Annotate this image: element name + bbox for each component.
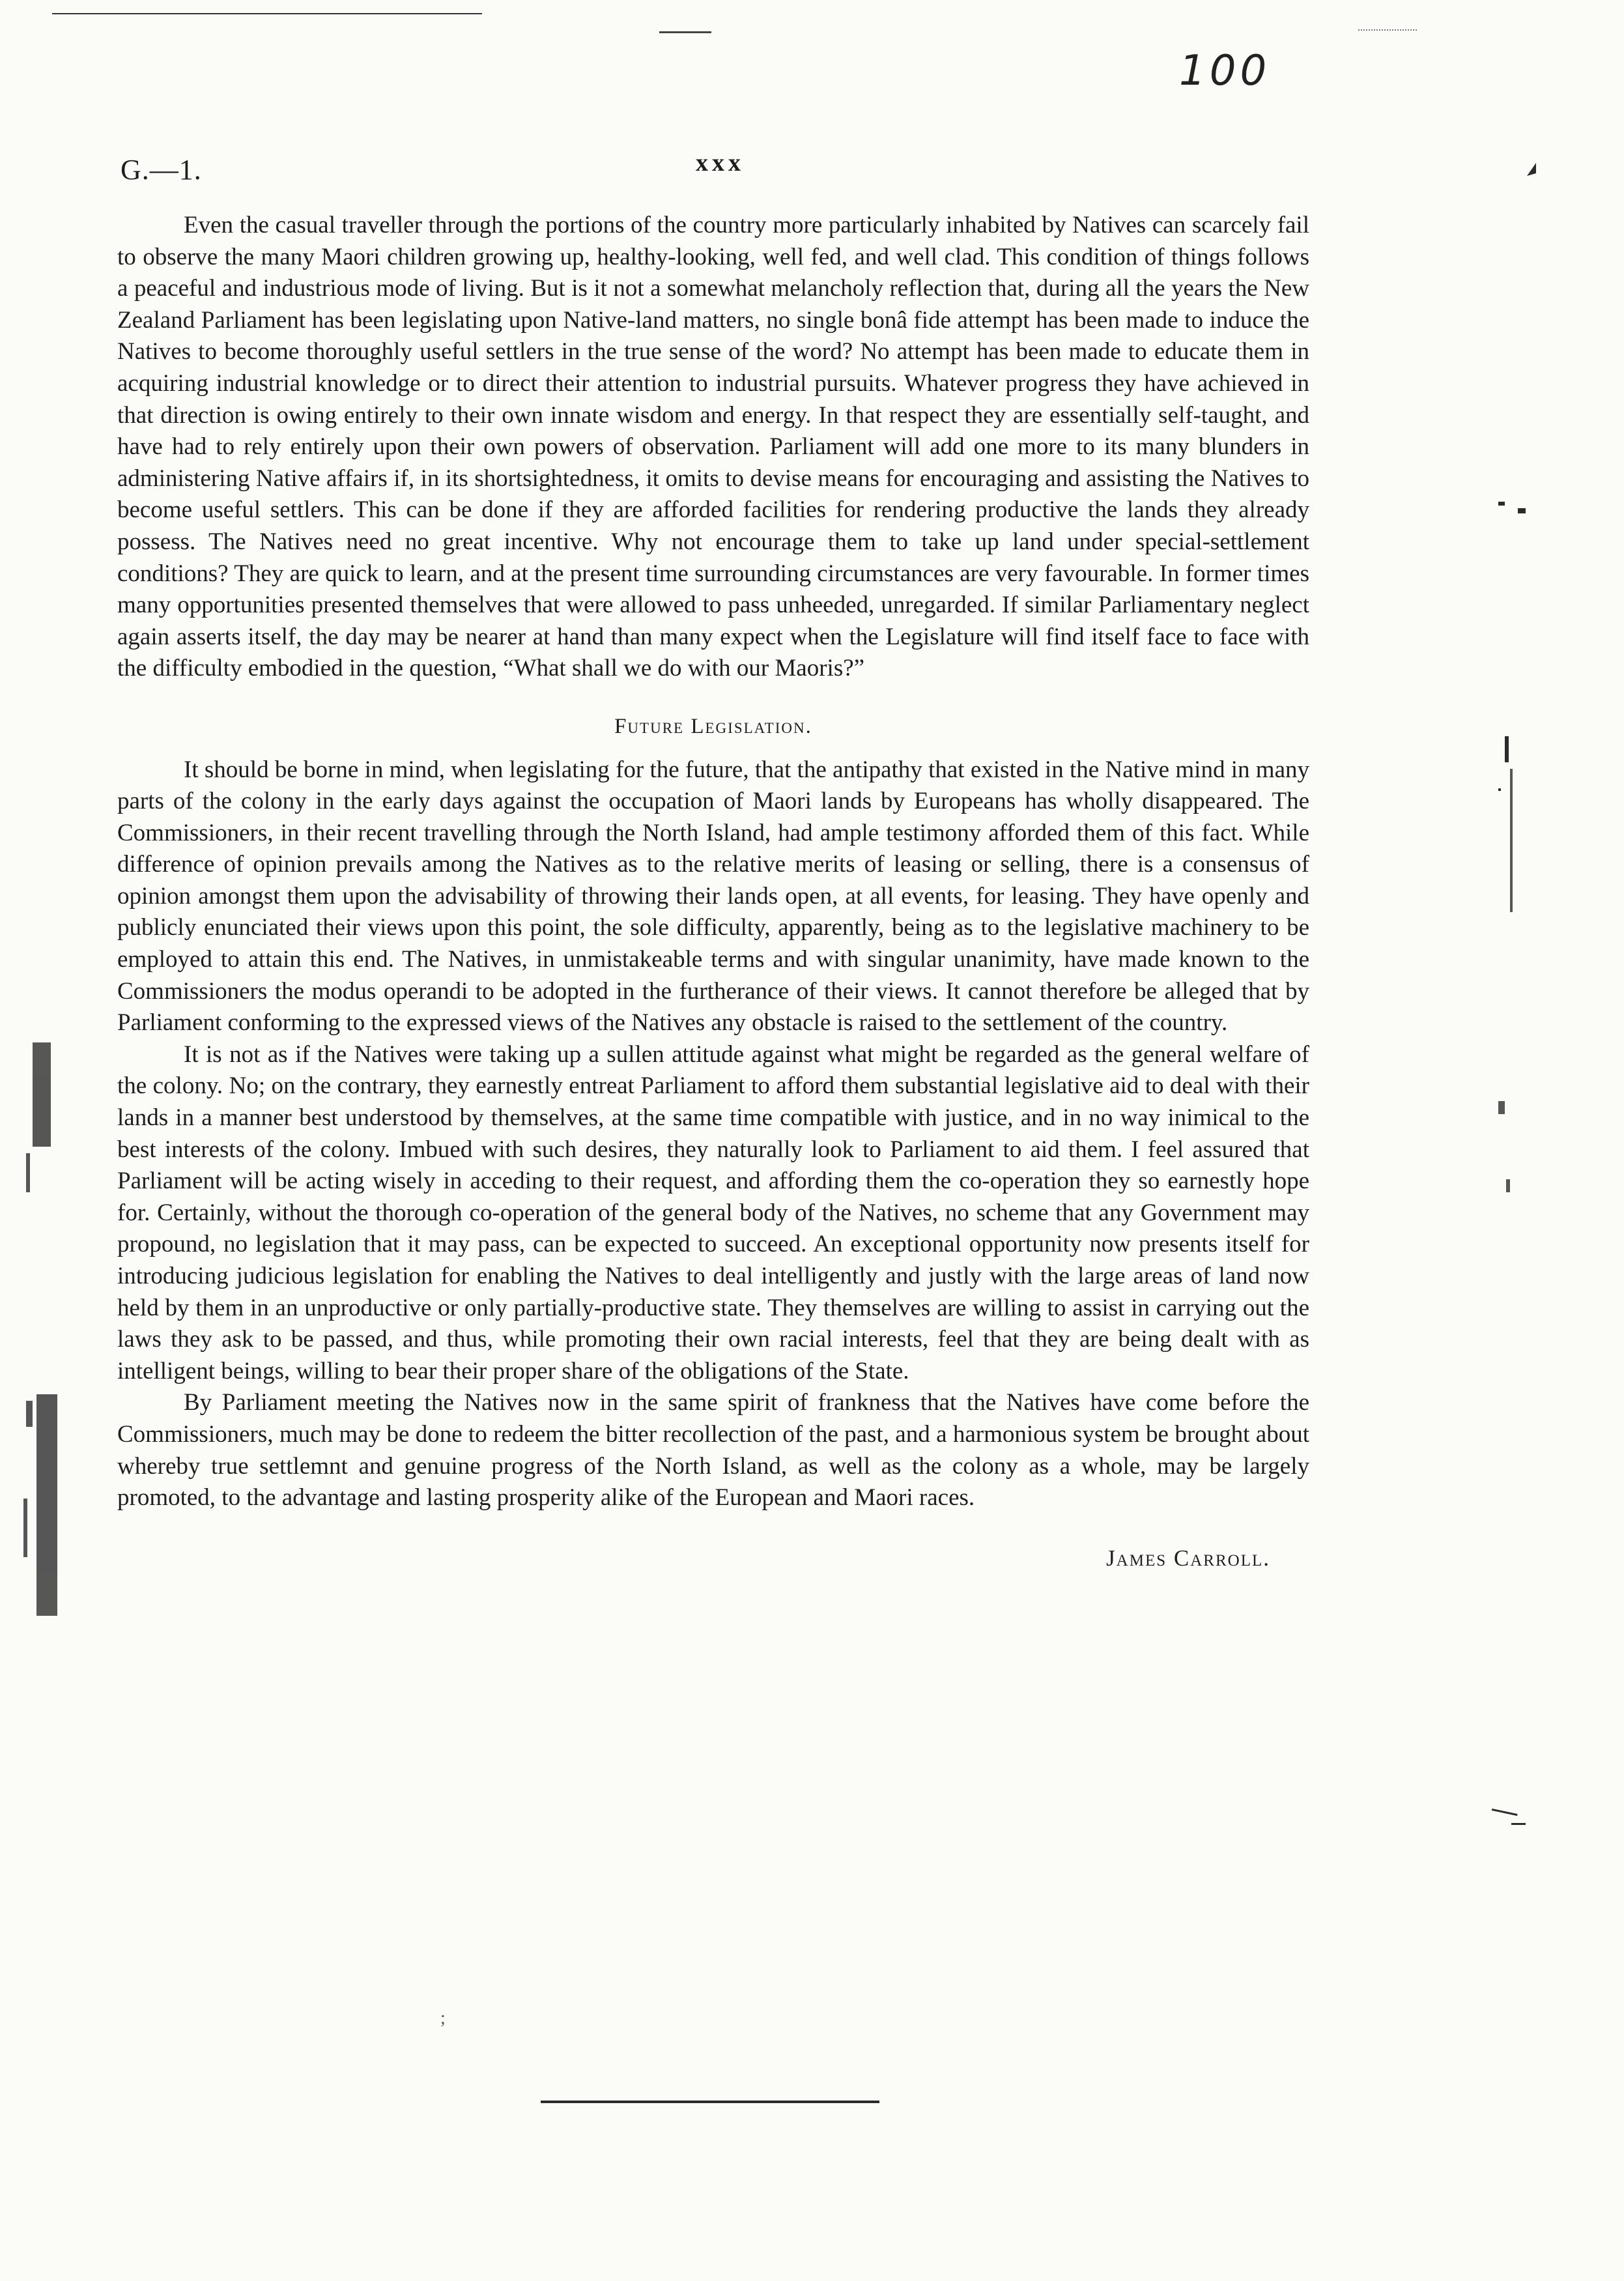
body-paragraph: By Parliament meeting the Natives now in the same spirit of frankness that the Natives have come before the Commissioners, much may be done to redeem the bitter recollection of the past, and a harmonious system be brought about whereby true settlemnt and genuine progress of the North Island, as well as the colony as a whole, may be largely promoted, to the advantage and lasting prosperity alike of the European and Maori races. <box>117 1389 1309 1512</box>
body-paragraph: It should be borne in mind, when legislating for the future, that the antipathy that existed in the Native mind in many parts of the colony in the early days against the occupation of Maori lands by Europeans has wholly disappeared. The Commissioners, in their recent travelling through the North Island, had ample testimony afforded them of this fact. While difference of opinion prevails among the Natives as to the relative merits of leasing or selling, there is a consensus of opinion amongst them upon the advisability of throwing their lands open, at all events, for leasing. They have openly and publicly enunciated their views upon this point, the sole difficulty, apparently, being as to the legislative machinery to be employed to attain this end. The Natives, in unmistakeable terms and with singular unanimity, have made known to the Commissioners the modus operandi to be adopted in the furtherance of their views. It cannot therefore be alleged that by Parliament conforming to the expressed views of the Natives any obstacle is raised to the settlement of the country. <box>117 756 1309 1037</box>
section-heading: Future Legislation. <box>614 714 812 738</box>
reference-code: G.—1. <box>121 154 202 186</box>
signature: James Carroll. <box>1106 1545 1270 1571</box>
scan-speck: ; <box>440 2008 446 2028</box>
intro-paragraph: Even the casual traveller through the portions of the country more particularly inhabited by Natives can scarcely fail to observe the many Maori children growing up, healthy-looking, well fed, and well clad. This condition of things follows a peaceful and industrious mode of living. But is it not a somewhat melancholy reflection that, during all the years the New Zealand Parliament has been legislating upon Native-land matters, no single bonâ fide attempt has been made to induce the Natives to become thoroughly useful settlers in the true sense of the word? No attempt has been made to educate them in acquiring industrial knowledge or to direct their attention to industrial pursuits. Whatever progress they have achieved in that direction is owing entirely to their own innate wisdom and energy. In that respect they are essentially self-taught, and have had to rely entirely upon their own powers of observation. Parliament will add one more to its many blunders in administering Native affairs if, in its shortsightedness, it omits to devise means for encouraging and assisting the Natives to become useful settlers. This can be done if they are afforded facilities for rendering productive the lands they already possess. The Natives need no great incentive. Why not encourage them to take up land under special-settlement conditions? They are quick to learn, and at the present time surrounding circumstances are very favourable. In former times many opportunities presented themselves that were allowed to pass unheeded, unregarded. If similar Parliamentary neglect again asserts itself, the day may be nearer at hand than many expect when the Legislature will find itself face to face with the difficulty embodied in the question, “What shall we do with our Maoris?” <box>117 212 1309 682</box>
page-number: 100 <box>1179 47 1271 95</box>
page-label: xxx <box>696 149 745 177</box>
body-paragraph: It is not as if the Natives were taking up a sullen attitude against what might be regarded as the general welfare of the colony. No; on the contrary, they earnestly entreat Parliament to afford them substantial legislative aid to deal with their lands in a manner best understood by themselves, at the same time compatible with justice, and in no way inimical to the best interests of the colony. Imbued with such desires, they naturally look to Parliament to aid them. I feel assured that Parliament will be acting wisely in acceding to their request, and affording them the co-operation they so earnestly hope for. Certainly, without the thorough co-operation of the general body of the Natives, no scheme that any Government may propound, no legislation that it may pass, can be expected to succeed. An exceptional opportunity now presents itself for introducing judicious legislation for enabling the Natives to deal intelligently and justly with the large areas of land now held by them in an unproductive or only partially-productive state. They themselves are willing to assist in carrying out the laws they ask to be passed, and thus, while promoting their own racial interests, feel that they are being dealt with as intelligent beings, willing to bear their proper share of the obligations of the State. <box>117 1040 1309 1384</box>
